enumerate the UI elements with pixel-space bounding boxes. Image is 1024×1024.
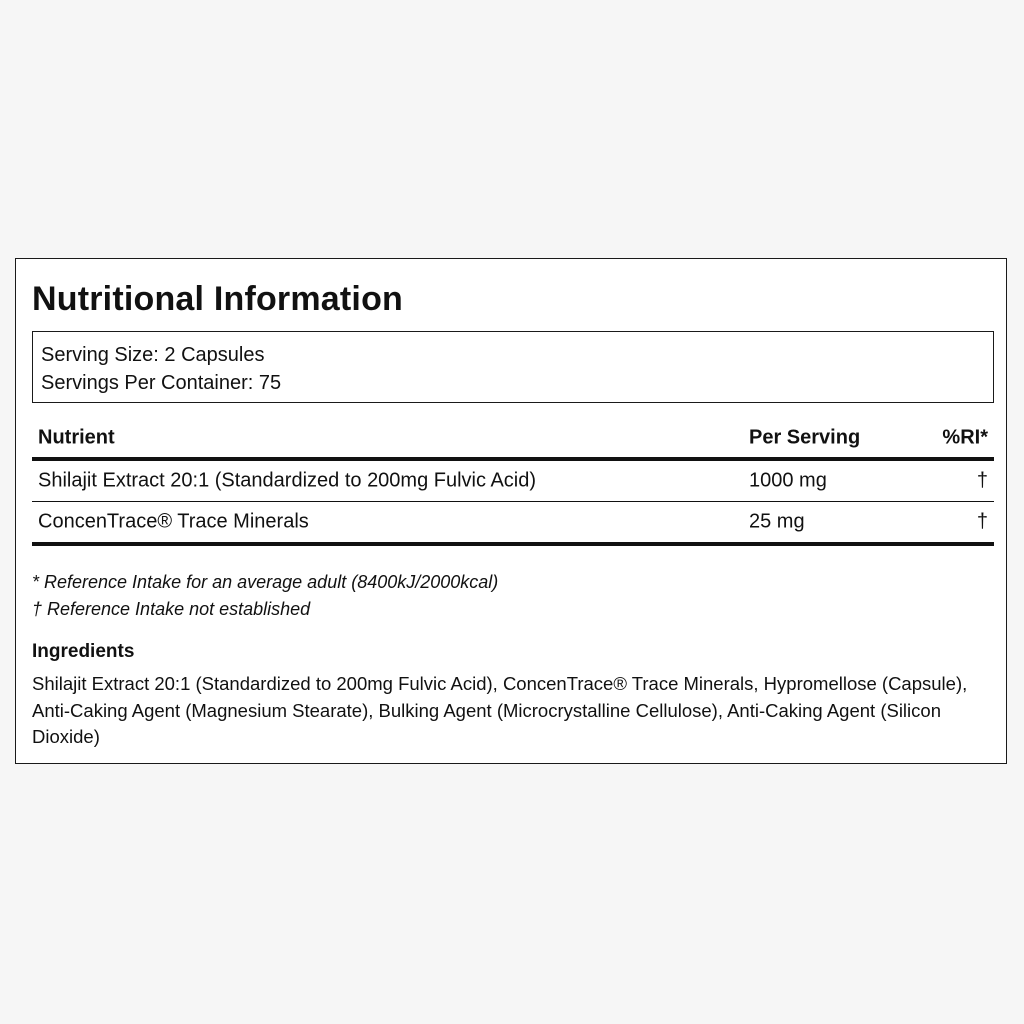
nutrient-name: ConcenTrace® Trace Minerals — [38, 510, 309, 533]
nutrient-table — [32, 419, 994, 546]
serving-info-box — [32, 331, 994, 403]
footnotes — [32, 569, 498, 623]
servings-per-container: Servings Per Container: 75 — [41, 372, 282, 394]
nutrient-ri: † — [976, 469, 988, 492]
nutrition-panel — [15, 258, 1007, 764]
panel-title: Nutritional Information — [32, 280, 404, 318]
nutrient-amount: 25 mg — [749, 510, 805, 533]
nutrient-name: Shilajit Extract 20:1 (Standardized to 200mg Fulvic Acid) — [38, 469, 537, 492]
serving-size: Serving Size: 2 Capsules — [41, 344, 265, 366]
nutrient-ri: † — [976, 510, 988, 533]
ri-footnote: * Reference Intake for an average adult (8400kJ/2000kcal) — [32, 572, 499, 592]
ingredients-heading: Ingredients — [32, 641, 135, 662]
table-header-row — [32, 419, 994, 457]
ingredients-list: Shilajit Extract 20:1 (Standardized to 200mg Fulvic Acid), ConcenTrace® Trace Minerals, Hypromellose (Capsule), Anti-Caking Agent (Magnesium Stearate), Bulking Agent (Microcrystalline Cellulose), Anti-Caking Agent (Silicon Dioxide) — [32, 673, 968, 747]
table-row — [32, 461, 994, 501]
header-per-serving: Per Serving — [749, 426, 861, 449]
dagger-footnote: † Reference Intake not established — [32, 599, 311, 619]
nutrient-amount: 1000 mg — [749, 469, 827, 492]
table-row — [32, 502, 994, 542]
header-nutrient: Nutrient — [38, 426, 115, 449]
table-bottom-divider — [32, 542, 994, 546]
header-ri: %RI* — [942, 426, 988, 449]
